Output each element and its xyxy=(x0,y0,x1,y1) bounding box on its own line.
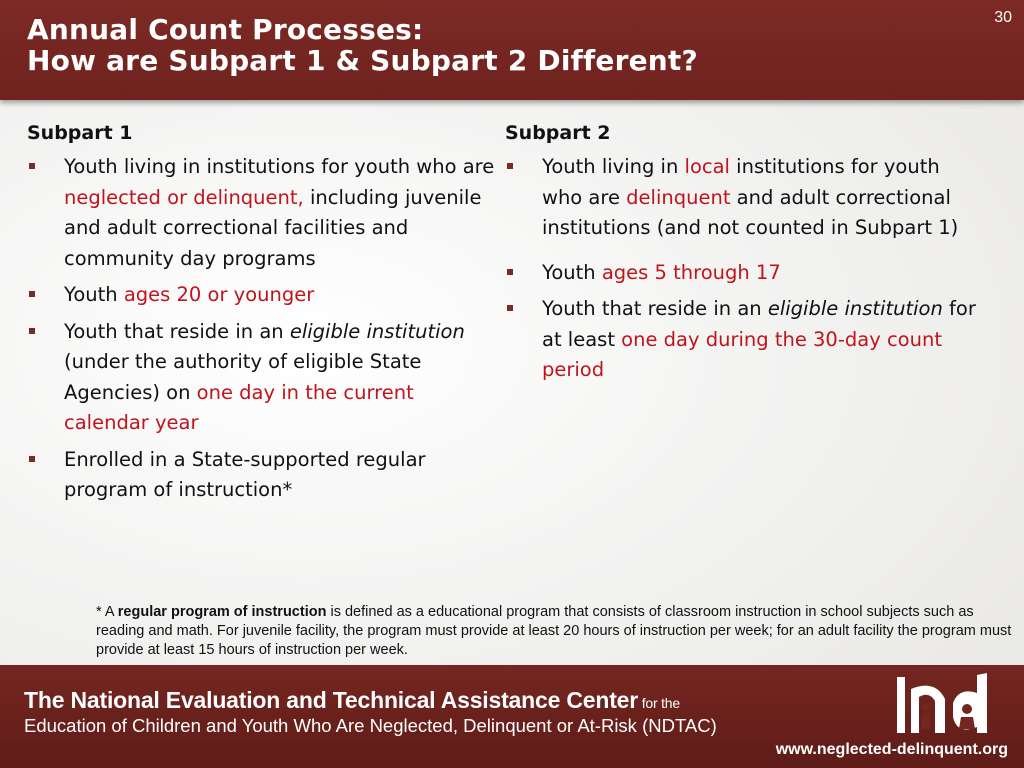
slide-title-line1: Annual Count Processes: xyxy=(27,13,424,46)
header-bar xyxy=(0,0,1024,100)
subpart2-item-ages xyxy=(505,258,985,289)
square-bullet-icon xyxy=(29,328,35,334)
slide-title xyxy=(27,14,698,76)
footnote xyxy=(96,603,1021,660)
footnote-text: * A xyxy=(96,604,118,620)
highlight-text: ages 20 or younger xyxy=(123,283,315,306)
slide-title-line2: How are Subpart 1 & Subpart 2 Different? xyxy=(27,44,698,77)
text: Youth xyxy=(64,283,124,306)
text: institutions for youth who are xyxy=(542,155,940,209)
text: Youth that reside in an xyxy=(542,297,768,320)
text: Enrolled in a State-supported regular program of instruction* xyxy=(64,447,426,501)
text: Youth living in institutions for youth who are xyxy=(64,155,495,178)
italic-text: eligible institution xyxy=(767,297,943,320)
subpart1-list xyxy=(27,152,502,506)
highlight-text: one day in the current calendar year xyxy=(64,380,414,434)
square-bullet-icon xyxy=(29,456,35,462)
subpart1-column xyxy=(27,120,502,512)
highlight-text: one day during the 30-day count period xyxy=(542,327,942,381)
square-bullet-icon xyxy=(507,269,513,275)
subpart2-list xyxy=(505,152,985,386)
subpart2-heading: Subpart 2 xyxy=(505,122,611,144)
text: including juvenile and adult correctional facilities and community day programs xyxy=(64,185,482,270)
square-bullet-icon xyxy=(507,305,513,311)
org-name xyxy=(24,687,680,714)
text: and adult correctional institutions (and not counted in Subpart 1) xyxy=(542,185,959,239)
footnote-text: is defined as a educational program that consists of classroom instruction in school subjects such as reading and math. For juvenile facility, the program must provide at least 20 hours of instruction per week; for an adult facility the program must provide at least 15 hours of instruction per week. xyxy=(96,604,1012,658)
org-name-for: for the xyxy=(638,695,680,711)
text: (under the authority of eligible State Agencies) on xyxy=(64,350,422,404)
text: Youth living in xyxy=(542,155,685,178)
subpart2-item-institutions xyxy=(505,152,985,244)
subpart1-item-ages xyxy=(27,280,502,311)
subpart1-item-institutions xyxy=(27,152,502,274)
square-bullet-icon xyxy=(29,163,35,169)
ndtac-logo-icon xyxy=(895,673,1005,735)
highlight-text: neglected or delinquent, xyxy=(64,185,304,209)
text: Youth that reside in an xyxy=(64,319,290,343)
italic-text: eligible institution xyxy=(289,319,465,343)
footnote-term: regular program of instruction xyxy=(117,604,327,620)
text: for at least xyxy=(542,297,976,351)
highlight-text: delinquent xyxy=(626,185,731,209)
highlight-text: local xyxy=(684,155,730,178)
org-name-main: The National Evaluation and Technical Assistance Center xyxy=(24,687,638,713)
site-url[interactable]: www.neglected-delinquent.org xyxy=(775,741,1008,758)
text: Youth xyxy=(542,260,602,284)
footer-bar xyxy=(0,665,1024,768)
subpart2-column xyxy=(505,120,985,392)
subpart1-item-enrolled xyxy=(27,445,502,506)
highlight-text: ages 5 through 17 xyxy=(601,260,781,284)
subpart2-item-eligible xyxy=(505,294,985,386)
square-bullet-icon xyxy=(507,163,513,169)
square-bullet-icon xyxy=(29,291,35,297)
subpart1-item-eligible xyxy=(27,317,502,439)
subpart1-heading: Subpart 1 xyxy=(27,122,133,144)
slide-number: 30 xyxy=(994,9,1012,26)
org-subtitle: Education of Children and Youth Who Are Neglected, Delinquent or At-Risk (NDTAC) xyxy=(24,715,717,736)
